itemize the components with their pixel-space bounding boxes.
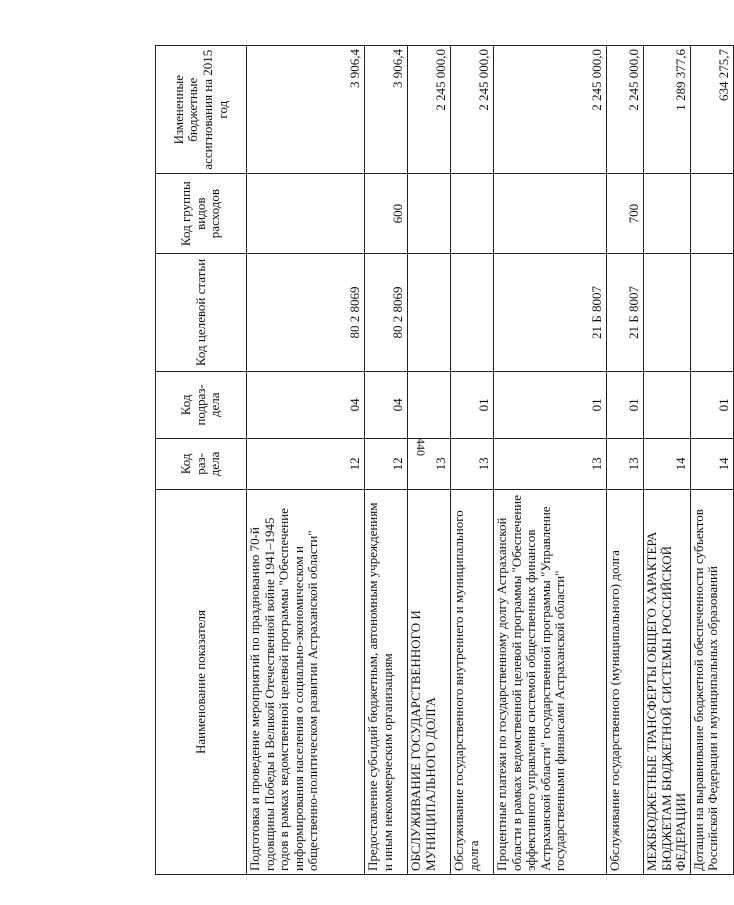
cell-amount: 1 289 377,6 — [644, 46, 691, 174]
header-target-article-code: Код целевой статьи — [156, 253, 247, 371]
cell-section: 12 — [247, 438, 365, 489]
table-row — [494, 46, 607, 875]
cell-section: 14 — [690, 438, 733, 489]
cell-section: 13 — [494, 438, 607, 489]
cell-name: Обслуживание государственного (муниципального) долга — [607, 490, 644, 875]
table-row — [690, 46, 733, 875]
table-row — [247, 46, 365, 875]
header-budget-allocation: Измененные бюджетные ассигнования на 2015 год — [156, 46, 247, 174]
header-expense-group-code: Код группы видов расходов — [156, 174, 247, 254]
cell-target-article — [690, 253, 733, 371]
cell-expense-group — [247, 174, 365, 254]
cell-target-article: 80 2 8069 — [247, 253, 365, 371]
table-row — [607, 46, 644, 875]
cell-section: 13 — [408, 438, 451, 489]
page-number: 440 — [414, 438, 428, 456]
cell-subsection: 04 — [365, 371, 408, 438]
cell-target-article: 21 Б 8007 — [607, 253, 644, 371]
cell-expense-group: 700 — [607, 174, 644, 254]
cell-amount: 2 245 000,0 — [451, 46, 494, 174]
cell-section: 13 — [607, 438, 644, 489]
cell-subsection: 01 — [607, 371, 644, 438]
cell-amount: 3 906,4 — [365, 46, 408, 174]
cell-expense-group — [494, 174, 607, 254]
cell-name: Подготовка и проведение мероприятий по празднованию 70-й годовщины Победы в Великой Отечественной войне 1941–1945 годов в рамках ведомственной целевой программы "Обеспечение информирования населения о социально-экономическом и общественно-политическом развитии Астраханской области" — [247, 490, 365, 875]
cell-name: Обслуживание государственного внутреннего и муниципального долга — [451, 490, 494, 875]
cell-section: 13 — [451, 438, 494, 489]
cell-target-article: 21 Б 8007 — [494, 253, 607, 371]
cell-target-article — [644, 253, 691, 371]
cell-amount: 2 245 000,0 — [607, 46, 644, 174]
cell-subsection — [644, 371, 691, 438]
cell-subsection: 01 — [494, 371, 607, 438]
cell-expense-group — [408, 174, 451, 254]
cell-amount: 2 245 000,0 — [494, 46, 607, 174]
cell-name: МЕЖБЮДЖЕТНЫЕ ТРАНСФЕРТЫ ОБЩЕГО ХАРАКТЕРА БЮДЖЕТАМ БЮДЖЕТНОЙ СИСТЕМЫ РОССИЙСКОЙ ФЕДЕРАЦИИ — [644, 490, 691, 875]
cell-target-article: 80 2 8069 — [365, 253, 408, 371]
cell-subsection: 04 — [247, 371, 365, 438]
cell-amount: 634 275,7 — [690, 46, 733, 174]
cell-expense-group — [690, 174, 733, 254]
cell-expense-group — [644, 174, 691, 254]
header-section-code: Код раз-дела — [156, 438, 247, 489]
cell-name: Предоставление субсидий бюджетным, автономным учреждениям и иным некоммерческим организациям — [365, 490, 408, 875]
cell-subsection: 01 — [451, 371, 494, 438]
cell-subsection — [408, 371, 451, 438]
budget-table-container — [155, 45, 732, 875]
cell-name: Процентные платежи по государственному долгу Астраханской области в рамках ведомственной целевой программы "Обеспечение эффективного управления системой общественных финансов Астраханской области" государственной программы "Управление государственными финансами Астраханской области" — [494, 490, 607, 875]
header-subsection-code: Код подраз-дела — [156, 371, 247, 438]
header-indicator-name: Наименование показателя — [156, 490, 247, 875]
cell-amount: 3 906,4 — [247, 46, 365, 174]
cell-subsection: 01 — [690, 371, 733, 438]
cell-section: 12 — [365, 438, 408, 489]
budget-table — [155, 45, 734, 875]
table-row — [451, 46, 494, 875]
cell-name: ОБСЛУЖИВАНИЕ ГОСУДАРСТВЕННОГО И МУНИЦИПАЛЬНОГО ДОЛГА — [408, 490, 451, 875]
cell-target-article — [408, 253, 451, 371]
table-row — [644, 46, 691, 875]
table-row — [365, 46, 408, 875]
cell-expense-group — [451, 174, 494, 254]
cell-expense-group: 600 — [365, 174, 408, 254]
cell-section: 14 — [644, 438, 691, 489]
cell-target-article — [451, 253, 494, 371]
cell-name: Дотации на выравнивание бюджетной обеспеченности субъектов Российской Федерации и муниципальных образований — [690, 490, 733, 875]
table-header-row — [156, 46, 247, 875]
table-row — [408, 46, 451, 875]
cell-amount: 2 245 000,0 — [408, 46, 451, 174]
